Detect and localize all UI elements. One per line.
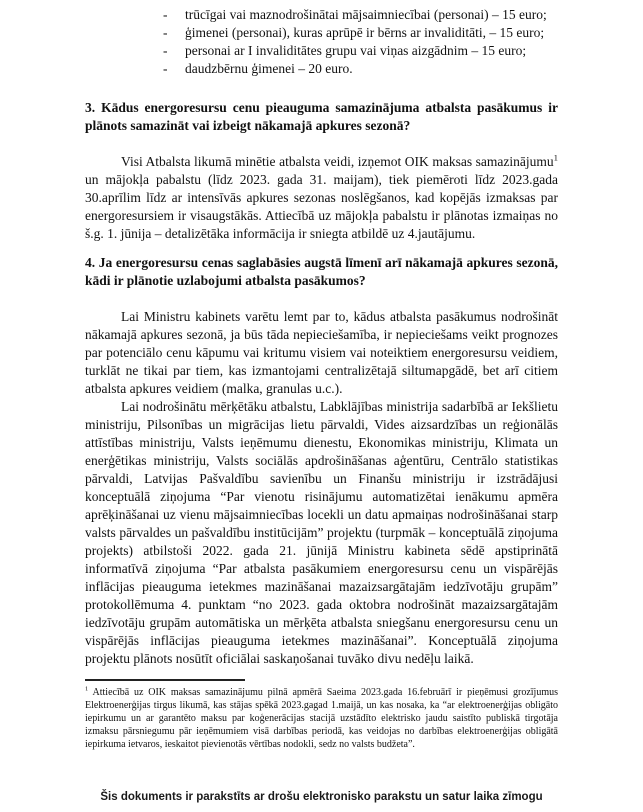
footnote-marker: 1 — [85, 685, 89, 693]
question-4-paragraph-1: Lai Ministru kabinets varētu lemt par to, kādus atbalsta pasākumus nodrošināt nākamajā apkures sezonā, ja būs tāda nepieciešamība, ir nepieciešams veikt prognozes par potenciālo cenu kāpumu vai kritumu visiem vai noteiktiem energoresursu veidiem, turklāt ne tikai par tiem, kas izmantojami centralizētajā siltumapgādē, bet arī citiem atbalsta apkures veidiem (malka, granulas u.c.). — [85, 309, 558, 396]
list-item-marker: - — [163, 43, 168, 58]
list-item-text: personai ar I invaliditātes grupu vai viņas aizgādnim – 15 euro; — [185, 43, 527, 58]
footnote-separator — [85, 679, 245, 681]
question-3-heading: 3. Kādus energoresursu cenu pieauguma samazinājuma atbalsta pasākumus ir plānots samazināt vai izbeigt nākamajā apkures sezonā? — [85, 100, 558, 133]
support-amounts-list — [163, 6, 558, 78]
list-item — [163, 6, 558, 24]
list-item-text: daudzbērnu ģimenei – 20 euro. — [185, 61, 353, 76]
list-item-marker: - — [163, 61, 168, 76]
signature-note: Šis dokuments ir parakstīts ar drošu elektronisko parakstu un satur laika zīmogu — [100, 791, 543, 803]
list-item — [163, 42, 558, 60]
question-4-heading: 4. Ja energoresursu cenas saglabāsies augstā līmenī arī nākamajā apkures sezonā, kādi ir plānotie uzlabojumi atbalsta pasākumos? — [85, 255, 558, 288]
list-item-text: ģimenei (personai), kuras aprūpē ir bērns ar invaliditāti, – 15 euro; — [185, 25, 545, 40]
question-3-answer-text-after-footnote: un mājokļa pabalstu (līdz 2023. gada 31. maijam), tiek piemēroti līdz 2023.gada 30.aprīlim līdz ar intensīvās apkures sezonas noslēgšanos, kad kopējās izmaksas par energoresursiem ir visaugstākās. Attiecībā uz mājokļa pabalstu ir plānotas izmaiņas no š.g. 1. jūnija – detalizētāka informācija ir sniegta atbildē uz 4.jautājumu. — [85, 172, 558, 241]
footnote-text: Attiecībā uz OIK maksas samazinājumu pilnā apmērā Saeima 2023.gada 16.februārī ir pieņēmusi grozījumus Elektroenerģijas tirgus likumā, kas stājas spēkā 2023.gagad 1.maijā, un kas nosaka, ka “ar elektroenerģijas obligāto iepirkumu un ar garantēto maksu par koģenerācijas stacijā uzstādīto elektrisko jaudu saistīto publiskā tirgotāja izmaksu pārsniegumu pār ieņēmumiem visā darbības periodā, kas veidojas no darbības elektroenerģijas obligātā iepirkuma ietvaros, ieskaitot pievienotās vērtības nodokli, sedz no valsts budžeta”. — [85, 687, 558, 750]
footnote-reference: 1 — [553, 152, 558, 163]
question-4-paragraph-2: Lai nodrošinātu mērķētāku atbalstu, Labklājības ministrija sadarbībā ar Iekšlietu ministriju, Pilsonības un migrācijas lietu pārvaldi, Vides aizsardzības un reģionālās attīstības ministriju, Valsts ieņēmumu dienestu, Ekonomikas ministriju, Klimata un enerģētikas ministriju, Valsts sociālās apdrošināšanas aģentūru, Centrālo statistikas pārvaldi, Latvijas Pašvaldību savienību un Finanšu ministriju ir izstrādājusi konceptuālā ziņojuma “Par vienotu risinājumu automatizētai ienākumu apmēra aprēķināšanai uz vienu mājsaimniecības locekli un datu apmaiņas nodrošināšanai starp valsts pārvaldes un pašvaldību institūcijām” projektu (turpmāk – konceptuālā ziņojuma projekts) atbilstoši 2022. gada 21. jūnijā Ministru kabineta sēdē apstiprinātā informatīvā ziņojuma “Par atbalsta pasākumiem energoresursu cenu un vispārējās inflācijas pieauguma ietekmes mazināšanai mazaizsargātajām iedzīvotāju grupām” protokollēmuma 4. punktam “no 2023. gada oktobra nodrošināt mazaizsargātajām iedzīvotāju grupām automātiska un mērķēta atbalsta sniegšanu energoresursu cenu un vispārējās inflācijas pieauguma ietekmes mazināšanai”. Konceptuālā ziņojuma projektu plānots nosūtīt oficiālai saskaņošanai tuvāko divu nedēļu laikā. — [85, 399, 558, 666]
footnote — [85, 686, 558, 751]
list-item-marker: - — [163, 25, 168, 40]
list-item — [163, 60, 558, 78]
list-item — [163, 24, 558, 42]
question-3-answer — [85, 153, 558, 243]
question-3-answer-text-before-footnote: Visi Atbalsta likumā minētie atbalsta veidi, izņemot OIK maksas samazinājumu — [121, 154, 554, 169]
list-item-text: trūcīgai vai maznodrošinātai mājsaimniecībai (personai) – 15 euro; — [185, 7, 547, 22]
list-item-marker: - — [163, 7, 168, 22]
